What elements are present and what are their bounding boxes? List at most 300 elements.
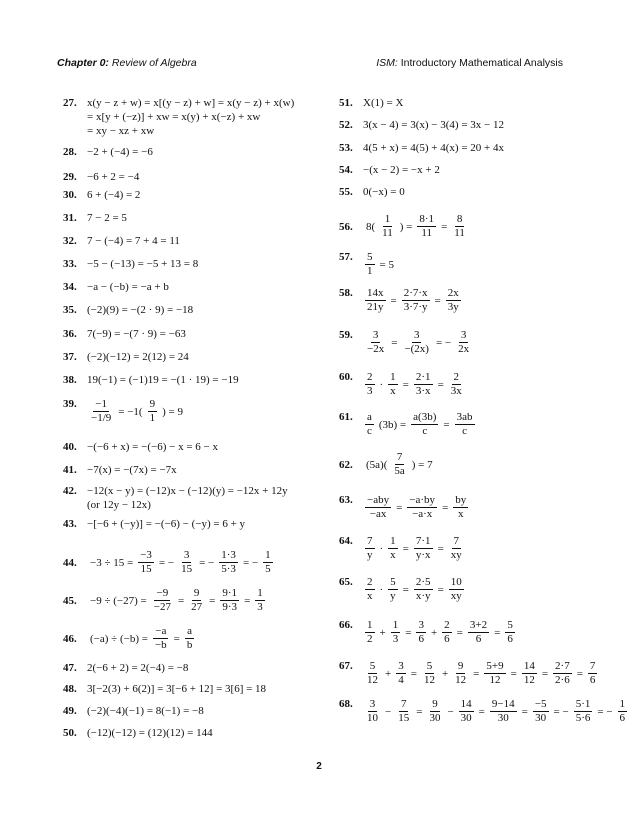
problem-number: 35.	[63, 304, 77, 316]
problem-47	[63, 661, 188, 675]
equation-text: =	[437, 378, 444, 391]
denominator: x	[390, 549, 396, 561]
solution-line	[63, 124, 294, 138]
page-number: 2	[316, 761, 322, 772]
denominator: 2	[367, 633, 373, 645]
problem-number: 29.	[63, 171, 77, 183]
fraction	[588, 660, 598, 687]
solution-text: −[−6 + (−y)] = −(−6) − (−y) = 6 + y	[87, 518, 246, 530]
equation-text: =	[437, 542, 444, 555]
solution-equation	[363, 371, 466, 398]
problem-58	[339, 286, 463, 314]
problem-28	[63, 145, 153, 159]
numerator: a	[367, 411, 372, 423]
solution-equation	[363, 494, 470, 521]
fraction	[533, 698, 549, 725]
denominator: 10	[367, 712, 378, 724]
denominator: c	[422, 425, 428, 437]
problem-number: 32.	[63, 235, 77, 247]
numerator: 7	[453, 535, 460, 547]
equation-text: = 5	[379, 258, 394, 271]
problem-39	[63, 397, 186, 425]
problem-number: 42.	[63, 485, 77, 497]
denominator: 3	[392, 633, 399, 645]
equation-text: = −	[553, 705, 569, 718]
numerator: −9	[156, 587, 169, 599]
problem-number: 49.	[63, 705, 77, 717]
solution-text: −(x − 2) = −x + 2	[363, 164, 440, 176]
fraction	[148, 398, 158, 425]
problem-number: 44.	[63, 556, 77, 569]
solution-text: = x[y + (−z)] + xw = x(y) + x(−z) + xw	[87, 111, 261, 123]
numerator: 2	[367, 371, 373, 383]
problem-29	[63, 170, 139, 184]
fraction	[220, 587, 239, 614]
fraction	[449, 576, 464, 603]
problem-54	[339, 163, 440, 177]
numerator: 8·1	[419, 213, 435, 225]
solution-text: 2(−6 + 2) = 2(−4) = −8	[87, 662, 189, 674]
problem-number: 54.	[339, 164, 353, 176]
solution-text: −a − (−b) = −a + b	[87, 281, 169, 293]
equation-text: = −	[597, 705, 613, 718]
denominator: −1/9	[91, 412, 112, 424]
equation-text: −	[447, 705, 454, 718]
solution-equation	[363, 576, 466, 603]
fraction	[402, 329, 431, 356]
equation-text: =	[473, 667, 480, 680]
solution-line	[63, 96, 294, 110]
denominator: −(2x)	[404, 343, 429, 355]
solution-equation	[363, 660, 599, 687]
numerator: 9	[432, 698, 438, 710]
denominator: −2x	[367, 343, 385, 355]
solution-text: (−2)(−12) = 2(12) = 24	[87, 351, 189, 363]
fraction	[255, 587, 265, 614]
denominator: 3x	[450, 385, 462, 397]
fraction	[380, 213, 395, 240]
numerator: 3	[413, 329, 420, 341]
problem-number: 55.	[339, 186, 353, 198]
problem-56	[339, 213, 469, 240]
denominator: 6	[444, 633, 450, 645]
denominator: 5	[265, 563, 271, 575]
solution-line	[63, 110, 294, 124]
equation-text: (3b) =	[378, 418, 407, 431]
problem-number: 33.	[63, 258, 77, 270]
fraction	[152, 587, 173, 614]
problem-number: 37.	[63, 351, 77, 363]
numerator: 2	[453, 371, 460, 383]
problem-number: 45.	[63, 594, 77, 607]
numerator: 9	[149, 398, 156, 410]
numerator: 1	[619, 698, 626, 710]
fraction	[388, 371, 398, 398]
denominator: 5·6	[575, 712, 591, 724]
numerator: 2·7·x	[403, 287, 428, 299]
solution-text: 0(−x) = 0	[363, 186, 405, 198]
solution-text: −6 + 2 = −4	[87, 171, 140, 183]
numerator: −a·by	[409, 494, 436, 506]
problem-number: 46.	[63, 632, 77, 645]
equation-text: =	[177, 594, 185, 607]
numerator: 3	[372, 329, 379, 341]
equation-text: =	[402, 378, 409, 391]
equation-text: =	[173, 632, 180, 645]
denominator: 11	[454, 227, 465, 239]
problem-number: 60.	[339, 371, 353, 383]
solution-text: = xy − xz + xw	[87, 125, 155, 137]
numerator: 2	[444, 619, 450, 631]
numerator: 14	[523, 660, 535, 672]
problem-number: 58.	[339, 287, 353, 299]
denominator: 5·3	[221, 563, 236, 575]
denominator: 5a	[394, 465, 405, 477]
problem-40	[63, 440, 218, 454]
problem-57	[339, 250, 397, 278]
fraction	[365, 535, 375, 562]
equation-text: ) = 7	[411, 458, 433, 471]
numerator: a	[187, 625, 193, 637]
problem-44	[63, 549, 275, 576]
solution-line	[63, 498, 288, 512]
problem-number: 64.	[339, 535, 353, 547]
denominator: xy	[450, 590, 462, 602]
fraction	[416, 619, 426, 646]
numerator: 14	[460, 698, 472, 710]
equation-text: =	[442, 501, 449, 514]
problem-number: 59.	[339, 329, 353, 341]
problem-number: 27.	[63, 97, 77, 109]
solution-line	[63, 484, 288, 498]
problem-52	[339, 118, 504, 132]
solution-equation	[363, 535, 466, 562]
fraction	[453, 494, 468, 521]
numerator: 10	[450, 576, 462, 588]
denominator: 15	[398, 712, 410, 724]
fraction	[484, 660, 505, 687]
problem-34	[63, 280, 169, 294]
problem-43	[63, 517, 245, 531]
solution-text: 3(x − 4) = 3(x) − 3(4) = 3x − 12	[363, 119, 504, 131]
solution-text: X(1) = X	[363, 97, 404, 109]
solution-equation	[87, 625, 196, 652]
denominator: 30	[535, 712, 547, 724]
problem-number: 63.	[339, 494, 353, 506]
equation-text: =	[441, 220, 448, 233]
problem-41	[63, 463, 177, 477]
equation-text: =	[443, 418, 450, 431]
denominator: −a·x	[412, 508, 433, 520]
denominator: 2·6	[555, 674, 570, 686]
numerator: −3	[140, 549, 152, 561]
problem-65	[339, 575, 466, 603]
fraction	[365, 660, 380, 687]
denominator: 12	[523, 674, 535, 686]
problem-number: 48.	[63, 683, 77, 695]
fraction	[189, 587, 204, 614]
problem-53	[339, 141, 504, 155]
numerator: 1	[392, 619, 399, 631]
problem-number: 68.	[339, 698, 353, 710]
numerator: 5	[369, 660, 376, 672]
denominator: 6	[475, 633, 482, 645]
numerator: 2	[367, 576, 373, 588]
numerator: 7	[400, 698, 407, 710]
numerator: 8	[456, 213, 463, 225]
fraction	[365, 371, 375, 398]
numerator: 7	[589, 660, 596, 672]
numerator: 14x	[367, 287, 384, 299]
denominator: 1	[149, 412, 156, 424]
numerator: 1·3	[221, 549, 236, 561]
equation-text: +	[379, 626, 386, 639]
denominator: 12	[489, 674, 501, 686]
denominator: 6	[507, 633, 513, 645]
equation-text: =	[478, 705, 485, 718]
numerator: 1	[384, 213, 391, 225]
denominator: 3y	[447, 301, 459, 313]
problem-number: 66.	[339, 619, 353, 631]
denominator: y·x	[415, 549, 431, 561]
problem-number: 51.	[339, 97, 353, 109]
fraction	[407, 494, 437, 521]
fraction	[396, 698, 411, 725]
equation-text: −9 ÷ (−27) =	[90, 594, 147, 607]
equation-text: −3 ÷ 15 =	[90, 556, 134, 569]
fraction	[446, 287, 461, 314]
fraction	[449, 535, 464, 562]
numerator: 2x	[447, 287, 459, 299]
solution-text: 6 + (−4) = 2	[87, 189, 141, 201]
fraction	[138, 549, 154, 576]
equation-text: = −1(	[118, 405, 143, 418]
fraction	[618, 698, 628, 725]
numerator: 7	[367, 535, 373, 547]
equation-text: = −	[158, 556, 175, 569]
problem-45	[63, 587, 267, 614]
denominator: 21y	[367, 301, 384, 313]
fraction	[414, 371, 433, 398]
numerator: 5	[390, 576, 396, 588]
fraction	[468, 619, 489, 646]
equation-text: =	[456, 626, 463, 639]
solution-text: −5 − (−13) = −5 + 13 = 8	[87, 258, 199, 270]
solution-equation	[87, 398, 186, 425]
equation-text: ·	[379, 542, 384, 555]
fraction	[153, 625, 169, 652]
equation-text: =	[541, 667, 549, 680]
problem-68	[339, 697, 629, 725]
numerator: 3	[460, 329, 467, 341]
denominator: 27	[191, 601, 203, 613]
problem-number: 56.	[339, 220, 353, 233]
numerator: 2·7	[555, 660, 570, 672]
equation-text: ·	[379, 378, 384, 391]
denominator: c	[367, 425, 372, 437]
denominator: 30	[497, 712, 509, 724]
fraction	[522, 660, 537, 687]
fraction	[422, 660, 437, 687]
numerator: 9	[457, 660, 464, 672]
fraction	[414, 535, 433, 562]
problem-number: 38.	[63, 374, 77, 386]
solution-equation	[363, 619, 517, 646]
fraction	[505, 619, 515, 646]
problem-37	[63, 350, 189, 364]
solution-equation	[363, 213, 469, 240]
solution-equation	[363, 451, 436, 478]
solution-text: (or 12y − 12x)	[87, 499, 151, 511]
numerator: 5	[426, 660, 433, 672]
header-chapter: Chapter 0: Review of Algebra	[57, 57, 197, 69]
denominator: y	[390, 590, 396, 602]
denominator: y	[367, 549, 373, 561]
fraction	[365, 494, 391, 521]
problem-number: 30.	[63, 189, 77, 201]
solution-text: −7(x) = −(7x) = −7x	[87, 464, 177, 476]
solution-text: −12(x − y) = (−12)x − (−12)(y) = −12x + 12y	[87, 485, 288, 497]
problem-51	[339, 96, 403, 110]
equation-text: =	[494, 626, 501, 639]
equation-text: +	[385, 667, 392, 680]
equation-text: +	[430, 626, 438, 639]
equation-text: =	[510, 667, 517, 680]
problem-number: 40.	[63, 441, 77, 453]
problem-number: 39.	[63, 398, 77, 410]
numerator: 2·5	[415, 576, 431, 588]
denominator: 15	[140, 563, 152, 575]
fraction	[442, 619, 452, 646]
fraction	[391, 619, 401, 646]
numerator: 1	[257, 587, 263, 599]
fraction	[414, 576, 433, 603]
fraction	[179, 549, 194, 576]
fraction	[453, 660, 468, 687]
denominator: 4	[398, 674, 404, 686]
numerator: 5	[507, 619, 513, 631]
numerator: 1	[265, 549, 271, 561]
fraction	[452, 213, 467, 240]
numerator: 3	[183, 549, 190, 561]
problem-35	[63, 303, 193, 317]
denominator: 3·x	[415, 385, 431, 397]
numerator: 3ab	[456, 411, 473, 423]
problem-36	[63, 327, 186, 341]
problem-64	[339, 534, 466, 562]
numerator: 3+2	[469, 619, 488, 631]
fraction	[553, 660, 572, 687]
numerator: 9−14	[491, 698, 515, 710]
fraction	[365, 576, 375, 603]
equation-text: =	[209, 594, 216, 607]
fraction	[402, 287, 430, 314]
solution-text: 7 − 2 = 5	[87, 212, 127, 224]
numerator: −a	[155, 625, 167, 637]
problem-55	[339, 185, 405, 199]
denominator: x·y	[415, 590, 431, 602]
problem-46	[63, 625, 196, 652]
fraction	[388, 535, 398, 562]
denominator: xy	[450, 549, 462, 561]
numerator: 9	[193, 587, 200, 599]
numerator: −aby	[367, 494, 390, 506]
solution-text: −2 + (−4) = −6	[87, 146, 153, 158]
fraction	[365, 329, 386, 356]
fraction	[388, 576, 398, 603]
problem-number: 61.	[339, 411, 353, 423]
fraction	[392, 451, 406, 478]
denominator: 12	[367, 674, 378, 686]
denominator: 12	[455, 674, 467, 686]
denominator: x	[367, 590, 373, 602]
problem-number: 41.	[63, 464, 77, 476]
denominator: 30	[429, 712, 441, 724]
denominator: 12	[423, 674, 435, 686]
denominator: x	[458, 508, 464, 520]
problem-50	[63, 726, 213, 740]
equation-text: =	[244, 594, 251, 607]
solution-text: 7(−9) = −(7 · 9) = −63	[87, 328, 186, 340]
problem-59	[339, 328, 473, 356]
fraction	[455, 411, 475, 438]
numerator: 3	[418, 619, 424, 631]
problem-number: 62.	[339, 458, 353, 471]
problem-60	[339, 370, 466, 398]
denominator: 30	[460, 712, 472, 724]
numerator: −1	[95, 398, 107, 410]
fraction	[456, 329, 471, 356]
problem-number: 36.	[63, 328, 77, 340]
solution-text: (−2)(9) = −(2 · 9) = −18	[87, 304, 194, 316]
denominator: 6	[589, 674, 596, 686]
fraction	[427, 698, 442, 725]
equation-text: +	[441, 667, 449, 680]
numerator: by	[455, 494, 467, 506]
equation-text: ) =	[399, 220, 413, 233]
equation-text: =	[402, 542, 409, 555]
problem-63	[339, 493, 470, 521]
denominator: 3·7·y	[403, 301, 428, 313]
denominator: c	[462, 425, 467, 437]
numerator: 1	[390, 535, 396, 547]
fraction	[89, 398, 113, 425]
numerator: 5	[367, 251, 373, 263]
problem-number: 52.	[339, 119, 353, 131]
equation-text: (−a) ÷ (−b) =	[90, 632, 148, 645]
solution-text: (−12)(−12) = (12)(12) = 144	[87, 727, 213, 739]
fraction	[396, 660, 406, 687]
equation-text: =	[521, 705, 528, 718]
equation-text: = −	[199, 556, 215, 569]
solution-equation	[363, 251, 397, 278]
denominator: 9·3	[222, 601, 238, 613]
solution-text: 3[−2(3) + 6(2)] = 3[−6 + 12] = 3[6] = 18	[87, 683, 267, 695]
numerator: 3	[398, 660, 404, 672]
denominator: 6	[619, 712, 626, 724]
denominator: 6	[418, 633, 424, 645]
solution-text: x(y − z + w) = x[(y − z) + w] = x(y − z) + x(w)	[87, 97, 295, 109]
equation-text: =	[402, 583, 409, 596]
numerator: 7·1	[415, 535, 431, 547]
denominator: −b	[154, 639, 167, 651]
equation-text: =	[396, 501, 403, 514]
problem-number: 47.	[63, 662, 77, 674]
problem-number: 43.	[63, 518, 77, 530]
equation-text: (5a)(	[366, 458, 388, 471]
equation-text: =	[437, 583, 444, 596]
equation-text: = −	[435, 336, 452, 349]
